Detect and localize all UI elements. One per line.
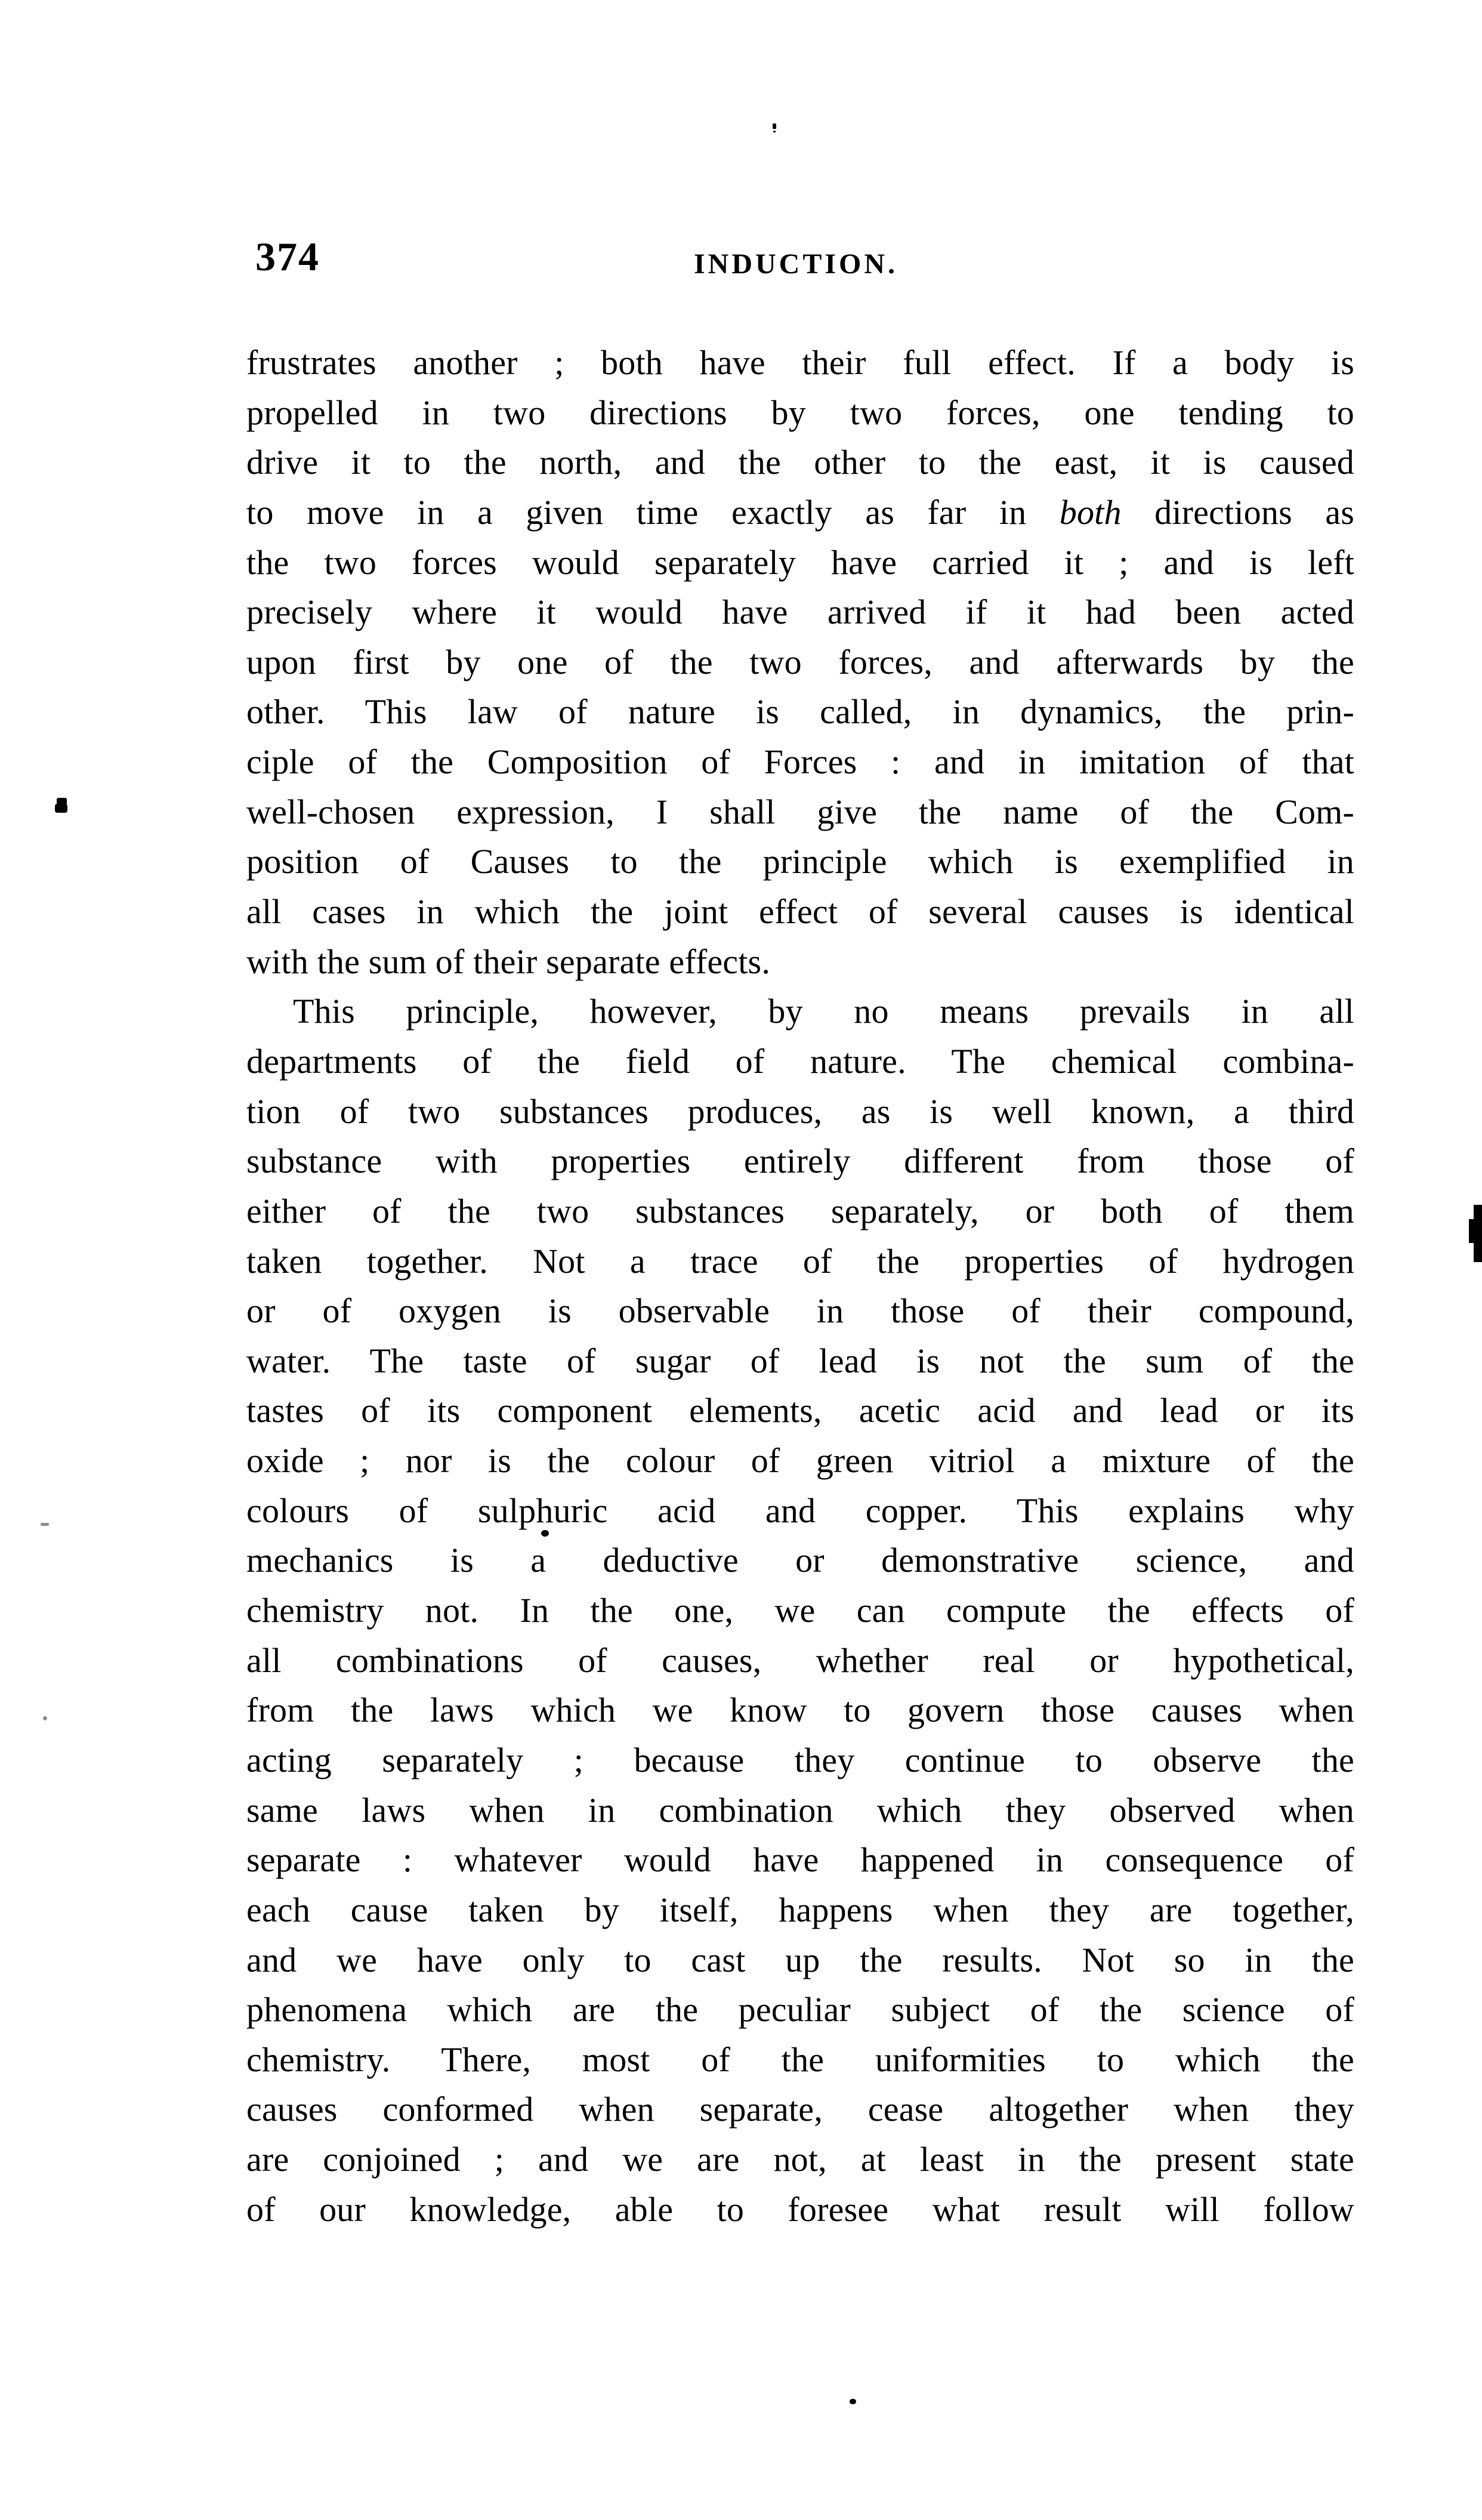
text-line: acting separately ; because they continue to observe the xyxy=(246,1740,1354,1779)
text-line: either of the two substances separately, or both of them xyxy=(246,1191,1354,1230)
text-line: and we have only to cast up the results. Not so in the xyxy=(246,1940,1354,1979)
ink-blob-right-c xyxy=(1474,1242,1482,1262)
text-line: phenomena which are the peculiar subject of the science of xyxy=(246,1990,1354,2029)
text-line: ciple of the Composition of Forces : and in imitation of that xyxy=(246,742,1354,782)
page-number: 374 xyxy=(255,234,320,279)
text-line: all cases in which the joint effect of several causes is identical xyxy=(246,892,1354,931)
text-line: well-chosen expression, I shall give the name of the Com- xyxy=(246,792,1354,831)
body-text-block xyxy=(246,338,1354,2234)
text-line: to move in a given time exactly as far in both directions as xyxy=(246,492,1354,532)
text-line: upon first by one of the two forces, and afterwards by the xyxy=(246,642,1354,681)
ink-mark-top-dot xyxy=(773,131,776,132)
ink-dash-left-faint xyxy=(41,1523,49,1526)
text-line: mechanics is a deductive or demonstrative science, and xyxy=(246,1541,1354,1580)
text-line: tastes of its component elements, acetic acid and lead or its xyxy=(246,1391,1354,1430)
ink-dot-left-faint xyxy=(43,1716,47,1720)
text-line: taken together. Not a trace of the properties of hydrogen xyxy=(246,1241,1354,1281)
text-line: other. This law of nature is called, in dynamics, the prin- xyxy=(246,692,1354,732)
text-line: or of oxygen is observable in those of their compound, xyxy=(246,1291,1354,1331)
text-line: causes conformed when separate, cease altogether when they xyxy=(246,2090,1354,2129)
ink-blob-right-b xyxy=(1469,1219,1482,1243)
text-line: propelled in two directions by two forces, one tending to xyxy=(246,393,1354,432)
ink-dot-bottom xyxy=(850,2399,856,2404)
text-line: chemistry not. In the one, we can compute the effects of xyxy=(246,1591,1354,1630)
text-line: This principle, however, by no means prevails in all xyxy=(293,992,1354,1031)
italic-word: both xyxy=(1059,492,1122,532)
ink-mark-top-bar xyxy=(773,124,776,129)
text-line: with the sum of their separate effects. xyxy=(246,942,771,981)
text-line: are conjoined ; and we are not, at least in the present state xyxy=(246,2140,1354,2179)
running-header: INDUCTION. xyxy=(694,248,899,280)
text-line: from the laws which we know to govern those causes when xyxy=(246,1691,1354,1730)
text-line: tion of two substances produces, as is well known, a third xyxy=(246,1091,1354,1131)
text-line: water. The taste of sugar of lead is not the sum of the xyxy=(246,1341,1354,1380)
text-line: each cause taken by itself, happens when they are together, xyxy=(246,1890,1354,1929)
text-line: all combinations of causes, whether real or hypothetical, xyxy=(246,1640,1354,1680)
text-line: oxide ; nor is the colour of green vitriol a mixture of the xyxy=(246,1441,1354,1480)
text-line: precisely where it would have arrived if it had been acted xyxy=(246,593,1354,632)
text-line: separate : whatever would have happened in consequence of xyxy=(246,1840,1354,1880)
text-line: colours of sulphuric acid and copper. This explains why xyxy=(246,1491,1354,1530)
text-line: departments of the field of nature. The chemical combina- xyxy=(246,1041,1354,1081)
text-line: frustrates another ; both have their full effect. If a body is xyxy=(246,343,1354,382)
text-line: the two forces would separately have carried it ; and is left xyxy=(246,542,1354,582)
ink-dot-under-letter: h xyxy=(536,1491,554,1530)
text-line: of our knowledge, able to foresee what result will follow xyxy=(246,2189,1354,2229)
text-line: chemistry. There, most of the uniformities to which the xyxy=(246,2040,1354,2079)
text-line: position of Causes to the principle which is exemplified in xyxy=(246,842,1354,881)
text-line: same laws when in combination which they observed when xyxy=(246,1790,1354,1830)
text-line: drive it to the north, and the other to the east, it is caused xyxy=(246,443,1354,482)
ink-blob-left-b xyxy=(55,804,67,813)
text-line: substance with properties entirely different from those of xyxy=(246,1142,1354,1181)
ink-blob-right-a xyxy=(1474,1205,1482,1220)
